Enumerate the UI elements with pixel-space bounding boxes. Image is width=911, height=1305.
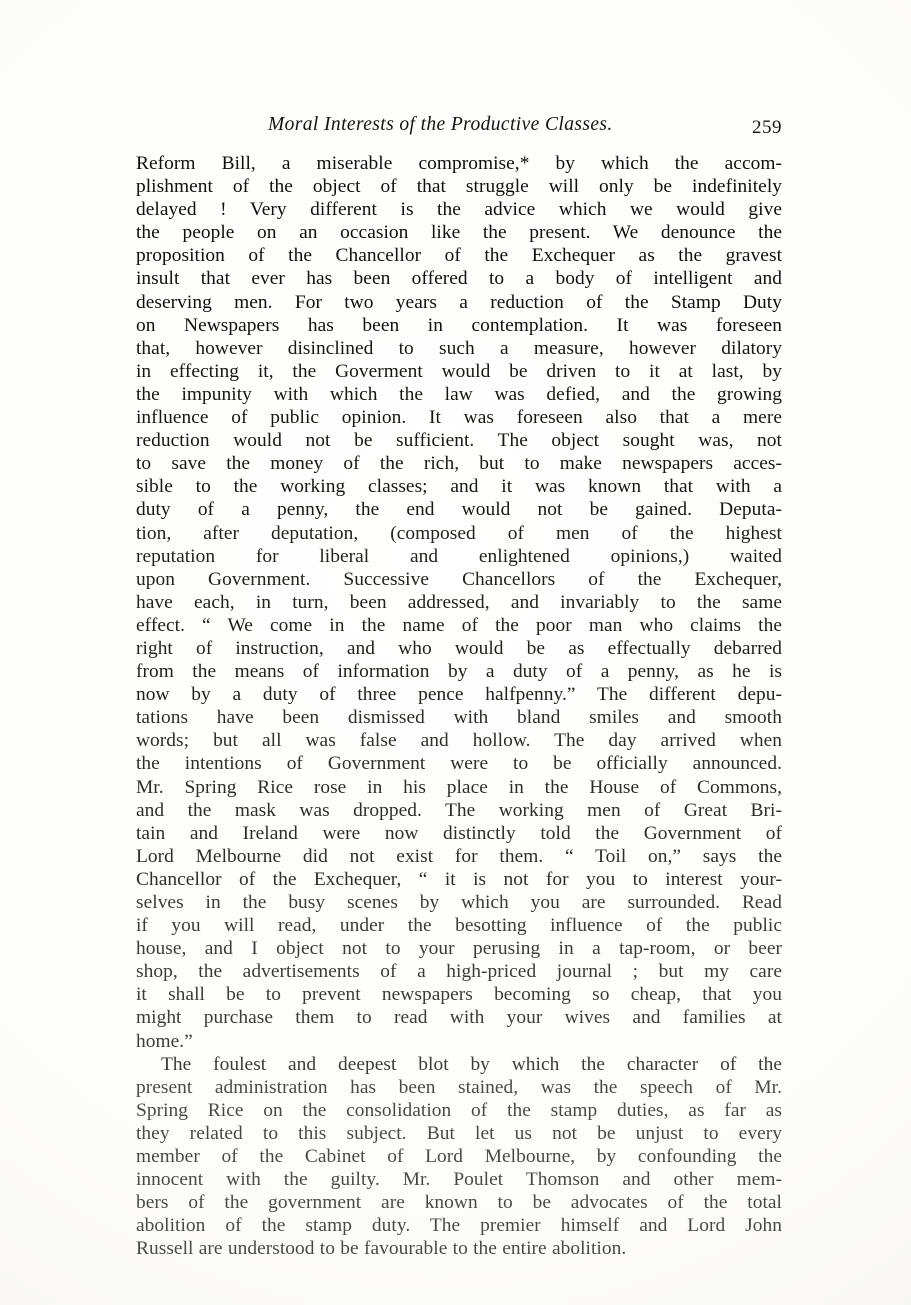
text-line: plishment of the object of that struggle will only be indefinitely (136, 176, 782, 198)
text-line: that, however disinclined to such a measure, however dilatory (136, 337, 782, 359)
text-line: tations have been dismissed with bland smiles and smooth (136, 707, 782, 729)
text-line: Lord Melbourne did not exist for them. “ Toil on,” says the (136, 845, 782, 867)
text-line: the people on an occasion like the present. We denounce the (136, 222, 782, 244)
text-line: tion, after deputation, (composed of men of the highest (136, 522, 782, 544)
text-line: sible to the working classes; and it was known that with a (136, 476, 782, 498)
text-line: innocent with the guilty. Mr. Poulet Thomson and other mem- (136, 1169, 782, 1191)
text-line: present administration has been stained, was the speech of Mr. (136, 1076, 782, 1098)
text-line: in effecting it, the Goverment would be driven to it at last, by (136, 360, 782, 382)
page-content (136, 0, 782, 1305)
text-line: it shall be to prevent newspapers becoming so cheap, that you (136, 984, 782, 1006)
running-head (136, 114, 782, 140)
text-line: the impunity with which the law was defied, and the growing (136, 383, 782, 405)
text-line: and the mask was dropped. The working men of Great Bri- (136, 799, 782, 821)
text-line: deserving men. For two years a reduction of the Stamp Duty (136, 291, 782, 313)
text-line: to save the money of the rich, but to make newspapers acces- (136, 453, 782, 475)
text-line: Chancellor of the Exchequer, “ it is not for you to interest your- (136, 868, 782, 890)
text-line: from the means of information by a duty of a penny, as he is (136, 661, 782, 683)
text-line: proposition of the Chancellor of the Exchequer as the gravest (136, 245, 782, 267)
text-line: reduction would not be sufficient. The object sought was, not (136, 430, 782, 452)
running-head-title: Moral Interests of the Productive Classes. (268, 114, 613, 135)
text-line: on Newspapers has been in contemplation. It was foreseen (136, 314, 782, 336)
text-line: reputation for liberal and enlightened opinions,) waited (136, 545, 782, 567)
text-line: bers of the government are known to be advocates of the total (136, 1192, 782, 1214)
text-line: upon Government. Successive Chancellors of the Exchequer, (136, 568, 782, 590)
text-line: duty of a penny, the end would not be gained. Deputa- (136, 499, 782, 521)
text-line: Russell are understood to be favourable to the entire abolition. (136, 1238, 627, 1260)
text-line: words; but all was false and hollow. The day arrived when (136, 730, 782, 752)
text-line: have each, in turn, been addressed, and invariably to the same (136, 591, 782, 613)
text-line: house, and I object not to your perusing in a tap-room, or beer (136, 938, 782, 960)
text-line: influence of public opinion. It was foreseen also that a mere (136, 407, 782, 429)
text-line: abolition of the stamp duty. The premier himself and Lord John (136, 1215, 782, 1237)
text-line: home.” (136, 1030, 193, 1052)
text-line: they related to this subject. But let us not be unjust to every (136, 1122, 782, 1144)
text-line: right of instruction, and who would be as effectually debarred (136, 637, 782, 659)
body-text-block (136, 152, 782, 1261)
text-line: Spring Rice on the consolidation of the stamp duties, as far as (136, 1099, 782, 1121)
text-line: now by a duty of three pence halfpenny.” The different depu- (136, 684, 782, 706)
text-line: if you will read, under the besotting influence of the public (136, 915, 782, 937)
text-line: Reform Bill, a miserable compromise,* by which the accom- (136, 153, 782, 174)
text-line: Mr. Spring Rice rose in his place in the House of Commons, (136, 776, 782, 798)
text-line: selves in the busy scenes by which you are surrounded. Read (136, 892, 782, 913)
text-line: effect. “ We come in the name of the poor man who claims the (136, 614, 782, 636)
text-line: The foulest and deepest blot by which the character of the (161, 1053, 782, 1075)
page-number: 259 (752, 117, 782, 138)
text-line: tain and Ireland were now distinctly told the Government of (136, 822, 782, 844)
text-line: delayed ! Very different is the advice which we would give (136, 199, 782, 221)
text-line: the intentions of Government were to be officially announced. (136, 753, 782, 775)
text-line: might purchase them to read with your wives and families at (136, 1007, 782, 1029)
text-line: shop, the advertisements of a high-priced journal ; but my care (136, 961, 782, 983)
text-line: member of the Cabinet of Lord Melbourne, by confounding the (136, 1146, 782, 1168)
text-line: insult that ever has been offered to a body of intelligent and (136, 268, 782, 290)
